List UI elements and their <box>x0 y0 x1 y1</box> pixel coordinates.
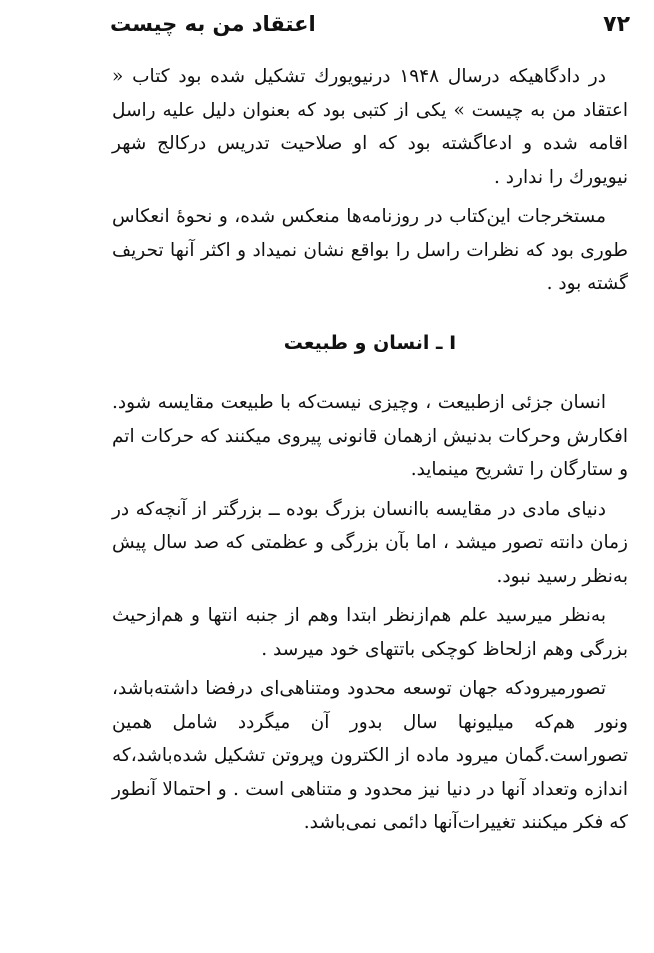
paragraph: دنیای مادی در مقایسه باانسان بزرگ بوده ــ بزرگتر از آنچه‌که در زمان دانته تصور میشد ، اما بآن بزرگی و عظمتی که صد سال پیش به‌نظر رسید نبود. <box>112 498 628 587</box>
page-header <box>110 12 630 48</box>
section-heading: I ـ انسان و طبیعت <box>283 331 457 354</box>
paragraph: به‌نظر میرسید علم هم‌ازنظر ابتدا وهم از جنبه انتها و هم‌ازحیث بزرگی وهم ازلحاظ کوچکی باتتهای خود میرسد . <box>112 605 628 660</box>
paragraph: مستخرجات این‌کتاب در روزنامه‌ها منعکس شده، و نحوهٔ انعکاس طوری بود که نظرات راسل را بواقع نشان نمیداد و اکثر آنها تحریف گشته بود . <box>112 206 628 294</box>
paragraph: در دادگاهیکه درسال ۱۹۴۸ درنیویورك تشکیل شده بود کتاب « اعتقاد من به چیست » یکی از کتبی بود که بعنوان دلیل علیه راسل اقامه شده و ادعاگشته بود که او صلاحیت تدریس درکالج شهر نیویورك را ندارد . <box>112 66 628 188</box>
paragraph: انسان جزئی ازطبیعت ، وچیزی نیست‌که با طبیعت مقایسه شود. افکارش وحرکات بدنیش ازهمان قانونی پیروی میکنند که حرکات اتم و ستارگان را تشریح مینماید. <box>112 392 628 480</box>
page-number: ۷۲ <box>603 12 630 37</box>
running-title: اعتقاد من به چیست <box>110 12 316 36</box>
body-text <box>112 60 628 840</box>
paragraph: تصورمیرودکه جهان توسعه محدود ومتناهی‌ای درفضا داشته‌باشد، ونور هم‌که میلیونها سال بدور آن میگردد شامل همین تصوراست.گمان میرود ماده از الکترون وپروتن تشکیل شده‌باشد،که اندازه وتعداد آنها در دنیا نیز محدود و متناهی است . و احتمالا آنطور که فکر میکنند تغییرات‌آنها دائمی نمی‌باشد. <box>112 678 628 833</box>
